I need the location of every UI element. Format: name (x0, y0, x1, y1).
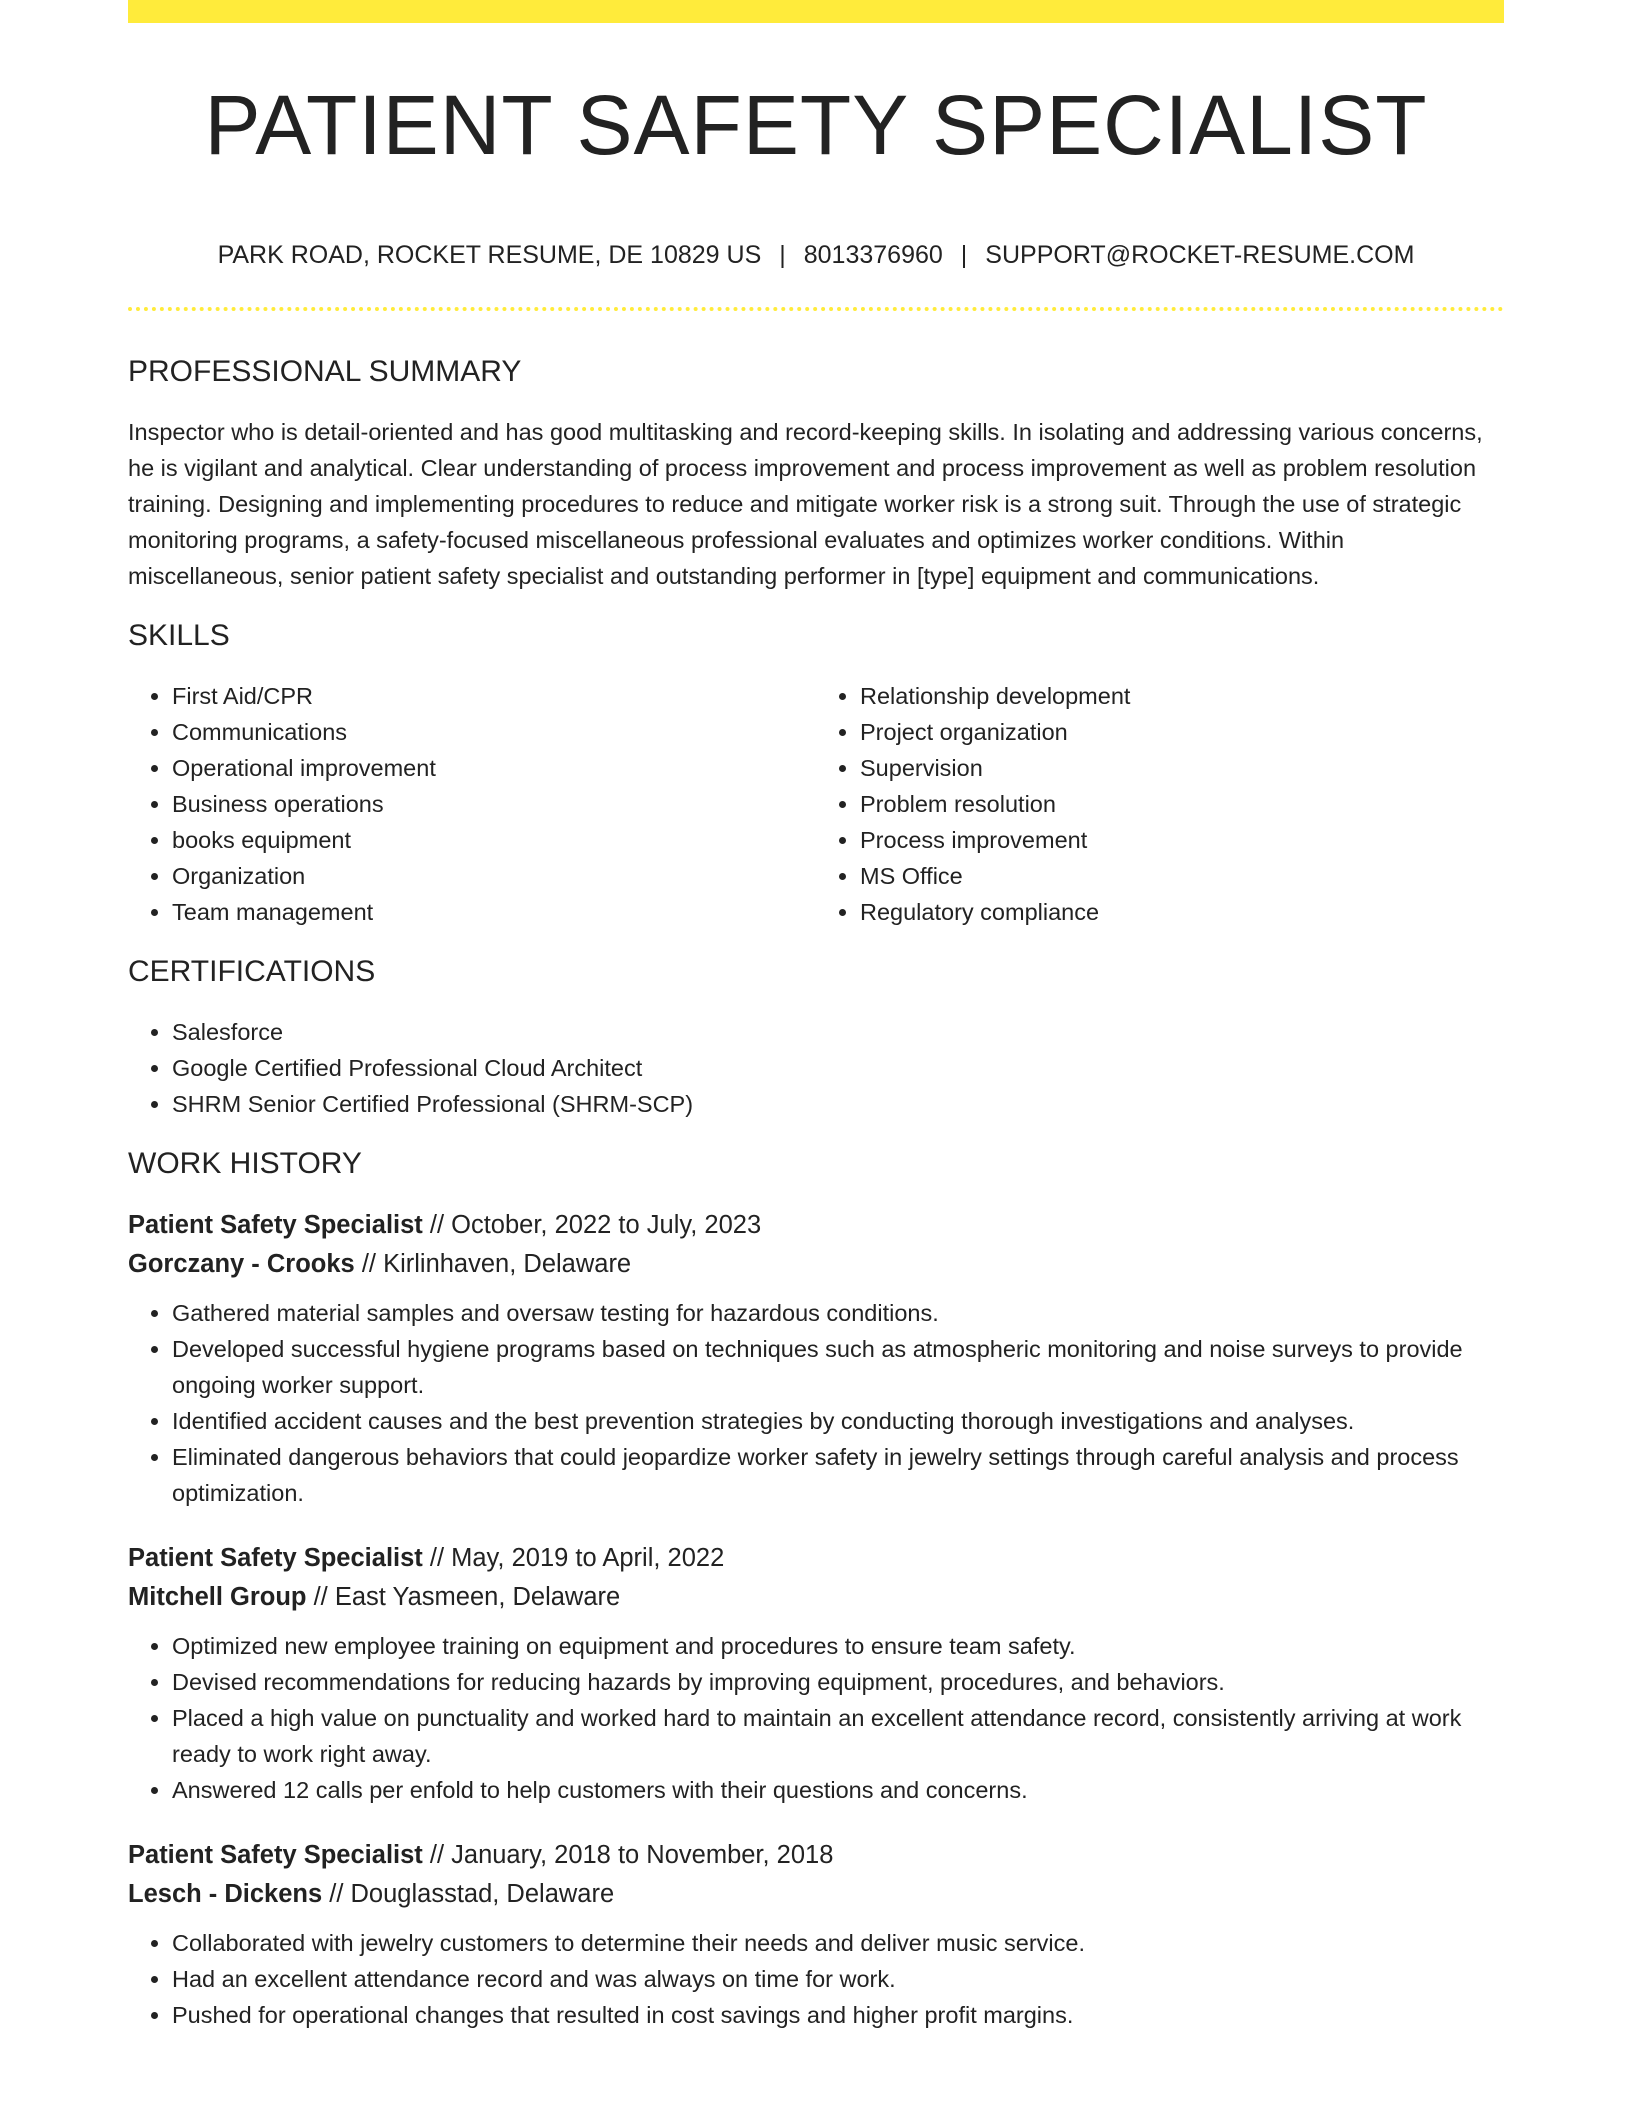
job-location: // Kirlinhaven, Delaware (354, 1250, 632, 1278)
contact-separator: | (779, 241, 786, 269)
skill-item: • Relationship development (860, 678, 1504, 714)
job-bullet: • Developed successful hygiene programs based on techniques such as atmospheric monitoring and noise surveys to provide ongoing worker support. (172, 1331, 1504, 1403)
summary-heading: PROFESSIONAL SUMMARY (128, 355, 522, 388)
skill-item: • First Aid/CPR (172, 678, 816, 714)
job-bullet: • Had an excellent attendance record and was always on time for work. (172, 1961, 1504, 1997)
contact-line (128, 238, 1504, 272)
job-location: // Douglasstad, Delaware (322, 1880, 615, 1908)
certification-item: • SHRM Senior Certified Professional (SHRM-SCP) (172, 1086, 1504, 1122)
resume-name: PATIENT SAFETY SPECIALIST (204, 78, 1428, 172)
job-bullets (128, 1295, 1504, 1511)
job-bullet: • Eliminated dangerous behaviors that could jeopardize worker safety in jewelry settings through careful analysis and process optimization. (172, 1439, 1504, 1511)
skill-item: • Problem resolution (860, 786, 1504, 822)
job-title: Patient Safety Specialist (128, 1841, 423, 1869)
job-company-line (128, 1578, 1504, 1617)
job-bullets (128, 1925, 1504, 2033)
job-company: Mitchell Group (128, 1583, 307, 1611)
job-bullet: • Gathered material samples and oversaw testing for hazardous conditions. (172, 1295, 1504, 1331)
top-accent-bar (128, 0, 1504, 23)
skills-section (128, 616, 1504, 930)
skill-item: • Business operations (172, 786, 816, 822)
job-entry (128, 1206, 1504, 1511)
contact-address: PARK ROAD, ROCKET RESUME, DE 10829 US (217, 241, 762, 269)
skill-item: • Regulatory compliance (860, 894, 1504, 930)
job-title-line (128, 1539, 1504, 1578)
skill-item: • Project organization (860, 714, 1504, 750)
certification-item: • Google Certified Professional Cloud Architect (172, 1050, 1504, 1086)
job-bullet: • Optimized new employee training on equipment and procedures to ensure team safety. (172, 1628, 1504, 1664)
skills-grid (128, 678, 1504, 930)
job-company-line (128, 1875, 1504, 1914)
certification-item: • Salesforce (172, 1014, 1504, 1050)
job-bullet: • Identified accident causes and the best prevention strategies by conducting thorough investigations and analyses. (172, 1403, 1504, 1439)
job-title-line (128, 1836, 1504, 1875)
job-title: Patient Safety Specialist (128, 1544, 423, 1572)
job-bullet: • Devised recommendations for reducing hazards by improving equipment, procedures, and behaviors. (172, 1664, 1504, 1700)
skills-list-left (128, 678, 816, 930)
job-entry (128, 1836, 1504, 2033)
skill-item: • Operational improvement (172, 750, 816, 786)
skill-item: • Communications (172, 714, 816, 750)
summary-section (128, 352, 1504, 594)
summary-text: Inspector who is detail-oriented and has good multitasking and record-keeping skills. In isolating and addressing various concerns, he is vigilant and analytical. Clear understanding of process improvement and process improvement as well as problem resolution training. Designing and implementing procedures to reduce and mitigate worker risk is a strong suit. Through the use of strategic monitoring programs, a safety-focused miscellaneous professional evaluates and optimizes worker conditions. Within miscellaneous, senior patient safety specialist and outstanding performer in [type] equipment and communications. (128, 419, 1483, 589)
job-company-line (128, 1245, 1504, 1284)
skills-list-right (816, 678, 1504, 930)
header-divider (128, 307, 1504, 311)
job-bullet: • Pushed for operational changes that resulted in cost savings and higher profit margins. (172, 1997, 1504, 2033)
certifications-heading: CERTIFICATIONS (128, 955, 376, 988)
job-title-line (128, 1206, 1504, 1245)
job-dates: // January, 2018 to November, 2018 (422, 1841, 834, 1869)
work-history-heading: WORK HISTORY (128, 1147, 362, 1180)
job-dates: // October, 2022 to July, 2023 (422, 1211, 762, 1239)
certifications-section (128, 952, 1504, 1122)
job-company: Lesch - Dickens (128, 1880, 323, 1908)
job-bullet: • Collaborated with jewelry customers to determine their needs and deliver music service. (172, 1925, 1504, 1961)
job-bullets (128, 1628, 1504, 1808)
work-history-section (128, 1144, 1504, 2033)
job-entry (128, 1539, 1504, 1808)
contact-separator: | (960, 241, 968, 269)
contact-email: SUPPORT@ROCKET-RESUME.COM (985, 241, 1415, 269)
skills-heading: SKILLS (128, 619, 230, 652)
job-dates: // May, 2019 to April, 2022 (422, 1544, 725, 1572)
skill-item: • books equipment (172, 822, 816, 858)
skill-item: • Organization (172, 858, 816, 894)
job-company: Gorczany - Crooks (128, 1250, 355, 1278)
contact-phone: 8013376960 (803, 241, 943, 269)
certifications-list (128, 1014, 1504, 1122)
job-title: Patient Safety Specialist (128, 1211, 423, 1239)
skill-item: • Supervision (860, 750, 1504, 786)
job-bullet: • Answered 12 calls per enfold to help customers with their questions and concerns. (172, 1772, 1504, 1808)
skill-item: • MS Office (860, 858, 1504, 894)
resume-content (128, 352, 1504, 2061)
job-bullet: • Placed a high value on punctuality and worked hard to maintain an excellent attendance record, consistently arriving at work ready to work right away. (172, 1700, 1504, 1772)
job-location: // East Yasmeen, Delaware (306, 1583, 621, 1611)
skill-item: • Team management (172, 894, 816, 930)
skill-item: • Process improvement (860, 822, 1504, 858)
